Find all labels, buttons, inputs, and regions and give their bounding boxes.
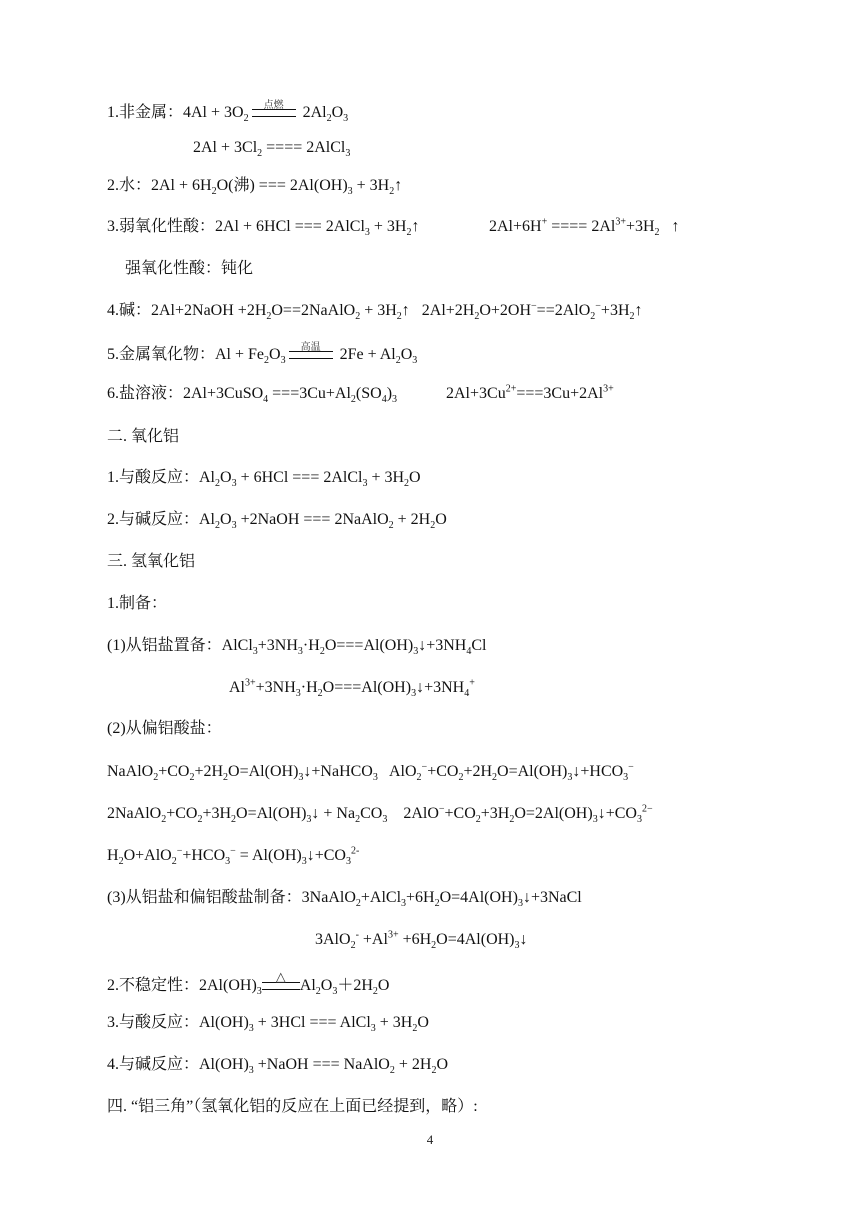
reaction-line: (3)从铝盐和偏铝酸盐制备：$3NaAlO_2+AlCl_3+6H_2O=4Al(OH)_3↓+3NaCl$ bbox=[107, 889, 582, 910]
reaction-line: 2.水：$2Al + 6H_2O$(沸) === $2Al(OH)_3$ + $3H_2↑$ bbox=[107, 177, 403, 198]
text: +3NH bbox=[426, 637, 467, 654]
reaction-line: 1.非金属：$4Al + 3O_2$ 点燃 $2Al_2O_3$ bbox=[107, 103, 348, 123]
text: + 3H bbox=[369, 218, 407, 235]
text: 2Al bbox=[302, 104, 327, 121]
reaction-line: 5.金属氧化物：$Al + Fe_2O_3$ 高温 $2Fe + Al_2O_3$ bbox=[107, 345, 417, 365]
text: 2NaAlO bbox=[107, 805, 162, 822]
text: +3NaCl bbox=[530, 889, 582, 906]
reaction-condition bbox=[289, 342, 333, 359]
text: ==== 2Al bbox=[547, 218, 616, 235]
text: +CO bbox=[166, 805, 198, 822]
text: + 2H bbox=[394, 1056, 432, 1073]
text: O=4Al(OH) bbox=[439, 889, 518, 906]
text: 2Al+3Cu bbox=[446, 385, 506, 402]
text: 4.碱：2Al+2NaOH +2H bbox=[107, 302, 267, 319]
text: 3.与酸反应：Al(OH) bbox=[107, 1014, 249, 1031]
text: 二. 氧化铝 bbox=[107, 428, 180, 445]
text: ·H bbox=[302, 637, 320, 654]
reaction-line: 2.不稳定性：$2Al(OH)_3$ △ $Al_2O_3+2H_2O$ bbox=[107, 969, 390, 998]
text: +2NaOH === 2NaAlO bbox=[236, 511, 389, 528]
reaction-line: $2NaAlO_2+CO_2+3H_2O=Al(OH)_3↓ + Na_2CO_3$ $2AlO^-+CO_2+3H_2O=2Al(OH)_3↓+CO_3^{2-}$ bbox=[107, 803, 653, 826]
text: ＋2H bbox=[337, 977, 373, 994]
text: + 6HCl === 2AlCl bbox=[236, 469, 363, 486]
text: O+2OH bbox=[479, 302, 532, 319]
text: O=Al(OH) bbox=[497, 763, 568, 780]
reaction-line: 3.弱氧化性酸：2Al + 6HCl === 2AlCl$_3$ + $3H_2↑$ bbox=[107, 218, 420, 239]
text: 2Al+2H bbox=[421, 302, 475, 319]
text: +CO bbox=[427, 763, 459, 780]
reaction-line bbox=[125, 259, 253, 279]
reaction-line: 4.碱：2Al+2NaOH $+2H_2O==2NaAlO_2$ + $3H_2↑$ $2Al+2H_2O+2OH^-==2AlO_2^-+3H_2↑$ bbox=[107, 300, 643, 323]
text: 强氧化性酸：钝化 bbox=[125, 260, 254, 277]
text: 6.盐溶液：2Al+3CuSO bbox=[107, 385, 264, 402]
text: +3H bbox=[202, 805, 232, 822]
text: +CO bbox=[314, 847, 346, 864]
text: O=4Al(OH) bbox=[436, 931, 515, 948]
reaction-line: 4.与碱反应：$Al(OH)_3$ +NaOH === NaAlO$_2$ + $2H_2O$ bbox=[107, 1056, 448, 1077]
reaction-line: 2Al+6H+ ==== $2Al^{3+}+3H_2$ ↑ bbox=[489, 216, 680, 239]
text: Al bbox=[229, 679, 245, 696]
text: +CO bbox=[444, 805, 476, 822]
text: O+AlO bbox=[123, 847, 172, 864]
text: O=Al(OH) bbox=[228, 763, 299, 780]
text: CO bbox=[360, 805, 383, 822]
reaction-line: $2Al + 3Cl_2$ ==== 2AlCl$_3$ bbox=[193, 139, 351, 160]
text: +3H bbox=[600, 302, 630, 319]
text: 4.与碱反应：Al(OH) bbox=[107, 1056, 249, 1073]
text: + 3H bbox=[360, 302, 397, 319]
text: 2.与碱反应：Al bbox=[107, 511, 216, 528]
text: +3H bbox=[480, 805, 510, 822]
text: +HCO bbox=[182, 847, 226, 864]
text: = Al(OH) bbox=[235, 847, 302, 864]
text: +2H bbox=[194, 763, 224, 780]
text: O=2Al(OH) bbox=[514, 805, 593, 822]
reaction-line: (1)从铝盐置备：$AlCl_3+3NH_3\cdot H_2O===Al(OH)_3↓+3NH_4Cl$ bbox=[107, 637, 487, 658]
text: 2.不稳定性：2Al(OH) bbox=[107, 977, 257, 994]
reaction-condition bbox=[252, 100, 296, 117]
text: +AlCl bbox=[360, 889, 402, 906]
reaction-line: 3.与酸反应：$Al(OH)_3 + 3HCl$ === AlCl$_3$ + $3H_2O$ bbox=[107, 1014, 429, 1035]
section-heading bbox=[107, 552, 195, 572]
subheading bbox=[107, 719, 222, 739]
text: ===3Cu+2Al bbox=[516, 385, 604, 402]
text: (3)从铝盐和偏铝酸盐制备：3NaAlO bbox=[107, 889, 356, 906]
text: 2Al+6H bbox=[489, 218, 542, 235]
text: 2Al + 3Cl bbox=[193, 139, 258, 156]
reaction-line: $Al^{3+}+3NH_3\cdot H_2O===Al(OH)_3↓+3NH_4^+$ bbox=[229, 677, 475, 700]
text: AlO bbox=[388, 763, 417, 780]
text: 三. 氢氧化铝 bbox=[107, 553, 196, 570]
condition-label: △ bbox=[275, 969, 286, 985]
reaction-condition bbox=[262, 969, 300, 990]
text: 四. “铝三角”（氢氧化铝的反应在上面已经提到，略）: bbox=[107, 1098, 478, 1115]
text: NaAlO bbox=[107, 763, 154, 780]
reaction-line: 6.盐溶液：2Al+3CuSO$_4$ $===3Cu+Al_2(SO_4)_3$ bbox=[107, 385, 398, 406]
text: +Al bbox=[358, 931, 388, 948]
section-heading bbox=[107, 1097, 478, 1117]
text: ==2AlO bbox=[536, 302, 591, 319]
text: (2)从偏铝酸盐： bbox=[107, 720, 222, 737]
text: O===Al(OH) bbox=[324, 637, 414, 654]
text: 3.弱氧化性酸：2Al + 6HCl === 2AlCl bbox=[107, 218, 365, 235]
text: +2H bbox=[463, 763, 493, 780]
text: +3NH bbox=[255, 679, 296, 696]
section-heading bbox=[107, 427, 179, 447]
reaction-line: $H_2O+AlO_2^-+HCO_3^-$ = $Al(OH)_3↓+CO_3^{2-}$ bbox=[107, 845, 360, 868]
text: 1.非金属：4Al + 3O bbox=[107, 104, 244, 121]
text: +CO bbox=[605, 805, 637, 822]
text: +HCO bbox=[580, 763, 624, 780]
text: 2Fe + Al bbox=[339, 346, 396, 363]
reaction-line: $2Al+3Cu^{2+}===3Cu+2Al^{3+}$ bbox=[446, 383, 614, 402]
text: +NaOH === NaAlO bbox=[253, 1056, 390, 1073]
text: Cl bbox=[471, 637, 487, 654]
text: O===Al(OH) bbox=[322, 679, 412, 696]
text: + 3H bbox=[375, 1014, 413, 1031]
text: H bbox=[107, 847, 119, 864]
page-number: 4 bbox=[426, 1132, 434, 1147]
text: + 3H bbox=[352, 177, 390, 194]
reaction-line: $3AlO_2^- +Al^{3+}$ $+6H_2O=4Al(OH)_3↓$ bbox=[315, 929, 528, 952]
text: 1.制备： bbox=[107, 595, 168, 612]
text: (SO bbox=[355, 385, 382, 402]
text: 2.水：2Al + 6H bbox=[107, 177, 212, 194]
text: O==2NaAlO bbox=[271, 302, 356, 319]
text: 2AlO bbox=[403, 805, 439, 822]
text: O(沸) === 2Al(OH) bbox=[216, 177, 348, 194]
text: +NaHCO bbox=[311, 763, 373, 780]
text: O=Al(OH) bbox=[236, 805, 307, 822]
text: +6H bbox=[406, 889, 435, 906]
text: + 2H bbox=[393, 511, 431, 528]
text: + Na bbox=[319, 805, 356, 822]
text: ==== 2AlCl bbox=[262, 139, 346, 156]
condition-label: 高温 bbox=[300, 342, 321, 354]
text: 1.与酸反应：Al bbox=[107, 469, 216, 486]
reaction-line: 2.与碱反应：$Al_2O_3$ +2NaOH === 2NaAlO$_2$ + $2H_2O$ bbox=[107, 511, 447, 532]
text: ===3Cu+Al bbox=[268, 385, 351, 402]
subheading bbox=[107, 594, 167, 614]
text: + 3H bbox=[367, 469, 405, 486]
text: 3AlO bbox=[315, 931, 351, 948]
text: +3NH bbox=[424, 679, 465, 696]
text: +6H bbox=[398, 931, 432, 948]
reaction-line: 1.与酸反应：$Al_2O_3 + 6HCl$ === 2AlCl$_3$ + $3H_2O$ bbox=[107, 469, 421, 490]
text: +3NH bbox=[257, 637, 298, 654]
text: 5.金属氧化物：Al + Fe bbox=[107, 346, 265, 363]
condition-label: 点燃 bbox=[263, 100, 284, 112]
text: + 3HCl === AlCl bbox=[253, 1014, 371, 1031]
text: (1)从铝盐置备：AlCl bbox=[107, 637, 253, 654]
reaction-line: $NaAlO_2+CO_2+2H_2O=Al(OH)_3↓+NaHCO_3$ $AlO_2^-+CO_2+2H_2O=Al(OH)_3↓+HCO_3^-$ bbox=[107, 761, 634, 784]
text: ·H bbox=[300, 679, 318, 696]
text: Al bbox=[299, 977, 316, 994]
text: +3H bbox=[625, 218, 655, 235]
text: +CO bbox=[158, 763, 190, 780]
